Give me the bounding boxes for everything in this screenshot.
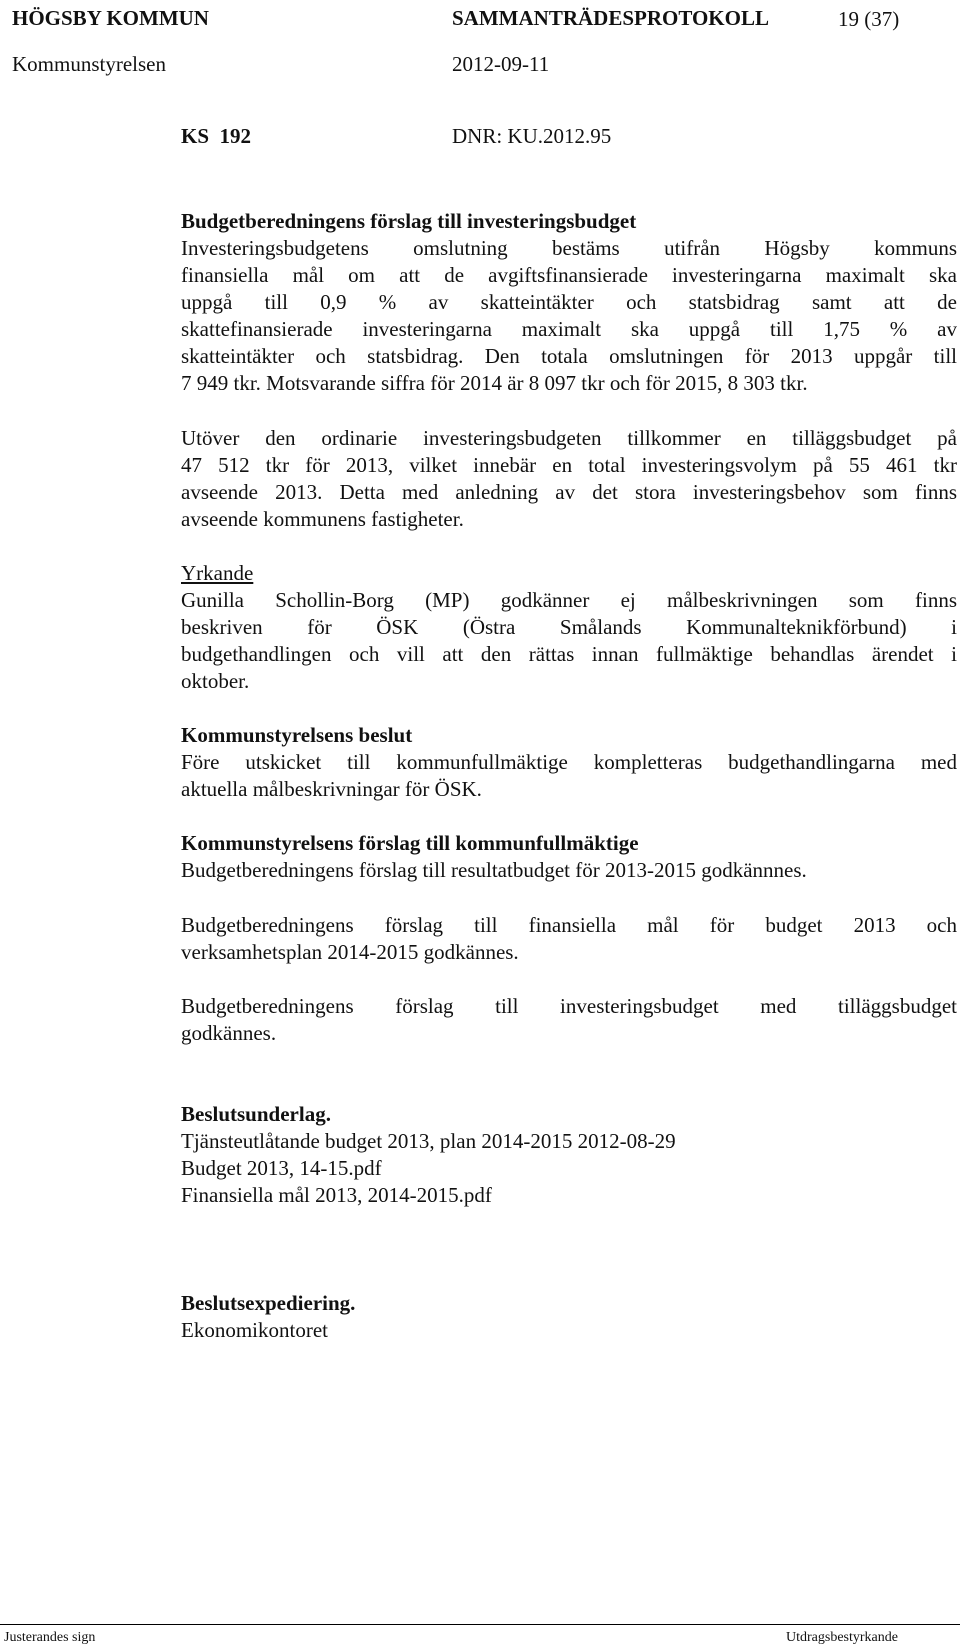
proposal-item-2 xyxy=(181,912,957,966)
paragraph-line: Investeringsbudgetens omslutning bestäms utifrån Högsby kommuns xyxy=(181,236,957,260)
basis-document: Tjänsteutlåtande budget 2013, plan 2014-2015 2012-08-29 xyxy=(181,1129,676,1153)
paragraph-line: godkännes. xyxy=(181,1021,277,1045)
section-proposal xyxy=(181,830,957,884)
paragraph-line: beskriven för ÖSK (Östra Smålands Kommunalteknikförbund) i xyxy=(181,615,957,639)
paragraph-line: avseende kommunens fastigheter. xyxy=(181,507,464,531)
section-additional-budget xyxy=(181,425,957,533)
paragraph-line: skattefinansierade investeringarna maximalt ska uppgå till 1,75 % av xyxy=(181,317,957,341)
meeting-date: 2012-09-11 xyxy=(452,52,550,76)
page-number: 19 (37) xyxy=(838,7,900,31)
section-heading: Yrkande xyxy=(181,561,254,585)
proposal-item: Budgetberedningens förslag till resultatbudget för 2013-2015 godkännnes. xyxy=(181,858,807,882)
paragraph-line: finansiella mål om att de avgiftsfinansierade investeringarna maximalt ska xyxy=(181,263,957,287)
section-distribution xyxy=(181,1290,957,1344)
section-decision xyxy=(181,722,957,803)
dnr-number: DNR: KU.2012.95 xyxy=(452,124,612,148)
section-investment-budget xyxy=(181,208,957,397)
distribution-recipient: Ekonomikontoret xyxy=(181,1318,328,1342)
section-heading: Kommunstyrelsens förslag till kommunfullmäktige xyxy=(181,831,639,855)
paragraph-line: skatteintäkter och statsbidrag. Den totala omslutningen för 2013 uppgår till xyxy=(181,344,957,368)
section-heading: Beslutsexpediering. xyxy=(181,1291,356,1315)
paragraph-line: avseende 2013. Detta med anledning av det stora investeringsbehov som finns xyxy=(181,480,957,504)
paragraph-line: oktober. xyxy=(181,669,250,693)
municipality-name: HÖGSBY KOMMUN xyxy=(12,6,209,30)
paragraph-line: Gunilla Schollin-Borg (MP) godkänner ej målbeskrivningen som finns xyxy=(181,588,957,612)
section-heading: Kommunstyrelsens beslut xyxy=(181,723,413,747)
paragraph-line: Utöver den ordinarie investeringsbudgeten tillkommer en tilläggsbudget på xyxy=(181,426,957,450)
paragraph-line: Budgetberedningens förslag till finansiella mål för budget 2013 och xyxy=(181,913,957,937)
paragraph-line: 47 512 tkr för 2013, vilket innebär en total investeringsvolym på 55 461 tkr xyxy=(181,453,957,477)
footer-divider xyxy=(0,1624,960,1625)
section-heading: Budgetberedningens förslag till investeringsbudget xyxy=(181,209,637,233)
paragraph-line: Budgetberedningens förslag till investeringsbudget med tilläggsbudget xyxy=(181,994,957,1018)
footer-certification-label: Utdragsbestyrkande xyxy=(786,1630,898,1645)
document-type: SAMMANTRÄDESPROTOKOLL xyxy=(452,6,769,30)
section-decision-basis xyxy=(181,1101,957,1209)
case-number: KS 192 xyxy=(181,124,252,148)
paragraph-line: uppgå till 0,9 % av skatteintäkter och statsbidrag samt att de xyxy=(181,290,957,314)
paragraph-line: 7 949 tkr. Motsvarande siffra för 2014 är 8 097 tkr och för 2015, 8 303 tkr. xyxy=(181,371,808,395)
paragraph-line: verksamhetsplan 2014-2015 godkännes. xyxy=(181,940,519,964)
board-name: Kommunstyrelsen xyxy=(12,52,166,76)
footer-signature-label: Justerandes sign xyxy=(4,1630,96,1645)
basis-document: Finansiella mål 2013, 2014-2015.pdf xyxy=(181,1183,492,1207)
paragraph-line: aktuella målbeskrivningar för ÖSK. xyxy=(181,777,482,801)
section-yrkande xyxy=(181,560,957,695)
basis-document: Budget 2013, 14-15.pdf xyxy=(181,1156,382,1180)
paragraph-line: budgethandlingen och vill att den rättas innan fullmäktige behandlas ärendet i xyxy=(181,642,957,666)
paragraph-line: Före utskicket till kommunfullmäktige kompletteras budgethandlingarna med xyxy=(181,750,957,774)
section-heading: Beslutsunderlag. xyxy=(181,1102,331,1126)
proposal-item-3 xyxy=(181,993,957,1047)
